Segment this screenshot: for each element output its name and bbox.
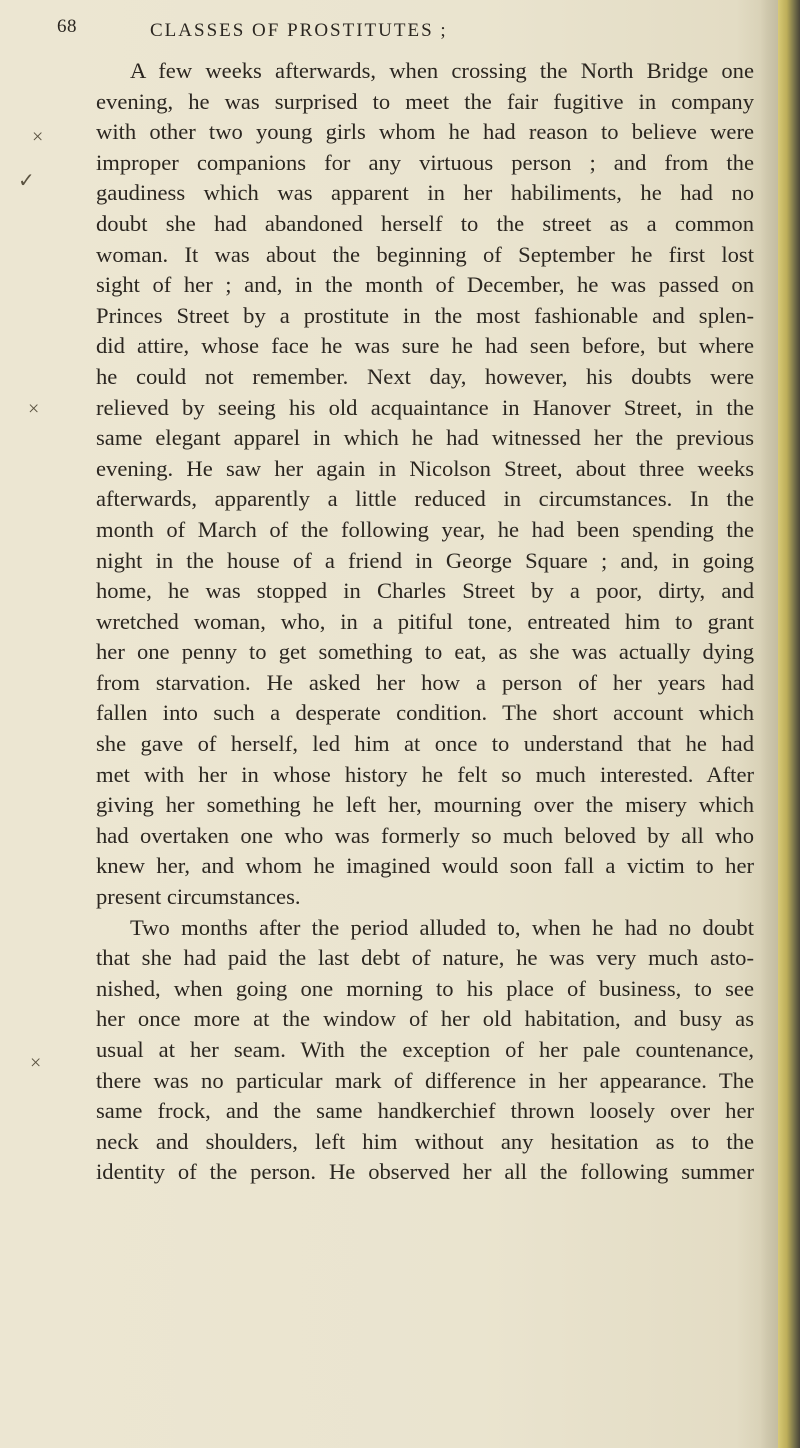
margin-annotation-mark: ✓ [18,170,35,192]
text-line: present circumstances. [96,884,301,910]
text-line: there was no particular mark of difference in her appearance. The [96,1067,754,1093]
text-line: she gave of herself, led him at once to understand that he had [96,731,754,757]
text-line: did attire, whose face he was sure he had seen before, but where [96,333,754,359]
text-line: giving her something he left her, mourning over the misery which [96,792,754,818]
text-line: evening. He saw her again in Nicolson Street, about three weeks [96,455,754,481]
text-line: nished, when going one morning to his place of business, to see [96,975,754,1001]
paragraph [96,913,754,1188]
page-gutter-shadow [760,0,778,1448]
gilt-page-edge [778,0,800,1448]
text-line: improper companions for any virtuous person ; and from the [96,149,754,175]
text-line: month of March of the following year, he had been spending the [96,516,754,542]
text-line: evening, he was surprised to meet the fair fugitive in company [96,88,754,114]
text-line: A few weeks afterwards, when crossing the North Bridge one [130,58,754,83]
text-line: identity of the person. He observed her all the following summer [96,1159,754,1185]
text-line: Princes Street by a prostitute in the most fashionable and splen- [96,302,754,328]
text-line: from starvation. He asked her how a person of her years had [96,669,754,695]
text-line: neck and shoulders, left him without any hesitation as to the [96,1128,754,1154]
text-line: same frock, and the same handkerchief thrown loosely over her [96,1098,754,1124]
text-line: relieved by seeing his old acquaintance in Hanover Street, in the [96,394,754,420]
margin-annotation-mark: × [28,398,40,420]
text-line: had overtaken one who was formerly so much beloved by all who [96,822,754,848]
text-line: gaudiness which was apparent in her habiliments, he had no [96,180,754,206]
page-number: 68 [57,16,77,37]
text-line: home, he was stopped in Charles Street by a poor, dirty, and [96,578,754,604]
text-line: sight of her ; and, in the month of December, he was passed on [96,272,754,298]
text-line: met with her in whose history he felt so much interested. After [96,761,754,787]
text-line: fallen into such a desperate condition. The short account which [96,700,754,726]
text-line: he could not remember. Next day, however, his doubts were [96,363,754,389]
text-line: Two months after the period alluded to, when he had no doubt [130,914,754,940]
text-line: knew her, and whom he imagined would soon fall a victim to her [96,853,754,879]
text-line: usual at her seam. With the exception of her pale countenance, [96,1037,754,1062]
margin-annotation-mark: × [30,1052,42,1074]
text-line: doubt she had abandoned herself to the street as a common [96,210,754,236]
text-line: her one penny to get something to eat, as she was actually dying [96,639,754,665]
text-line: her once more at the window of her old habitation, and busy as [96,1006,754,1032]
text-line: woman. It was about the beginning of September he first lost [96,241,754,267]
running-head: CLASSES OF PROSTITUTES ; [150,20,448,41]
body-text [96,56,754,1188]
text-line: wretched woman, who, in a pitiful tone, entreated him to grant [96,608,754,634]
text-line: afterwards, apparently a little reduced in circumstances. In the [96,486,754,512]
text-line: that she had paid the last debt of nature, he was very much asto- [96,945,754,971]
paragraph [96,56,754,913]
margin-annotation-mark: × [32,126,44,148]
text-line: night in the house of a friend in George Square ; and, in going [96,547,754,573]
text-line: with other two young girls whom he had reason to believe were [96,119,754,145]
text-line: same elegant apparel in which he had witnessed her the previous [96,425,754,451]
